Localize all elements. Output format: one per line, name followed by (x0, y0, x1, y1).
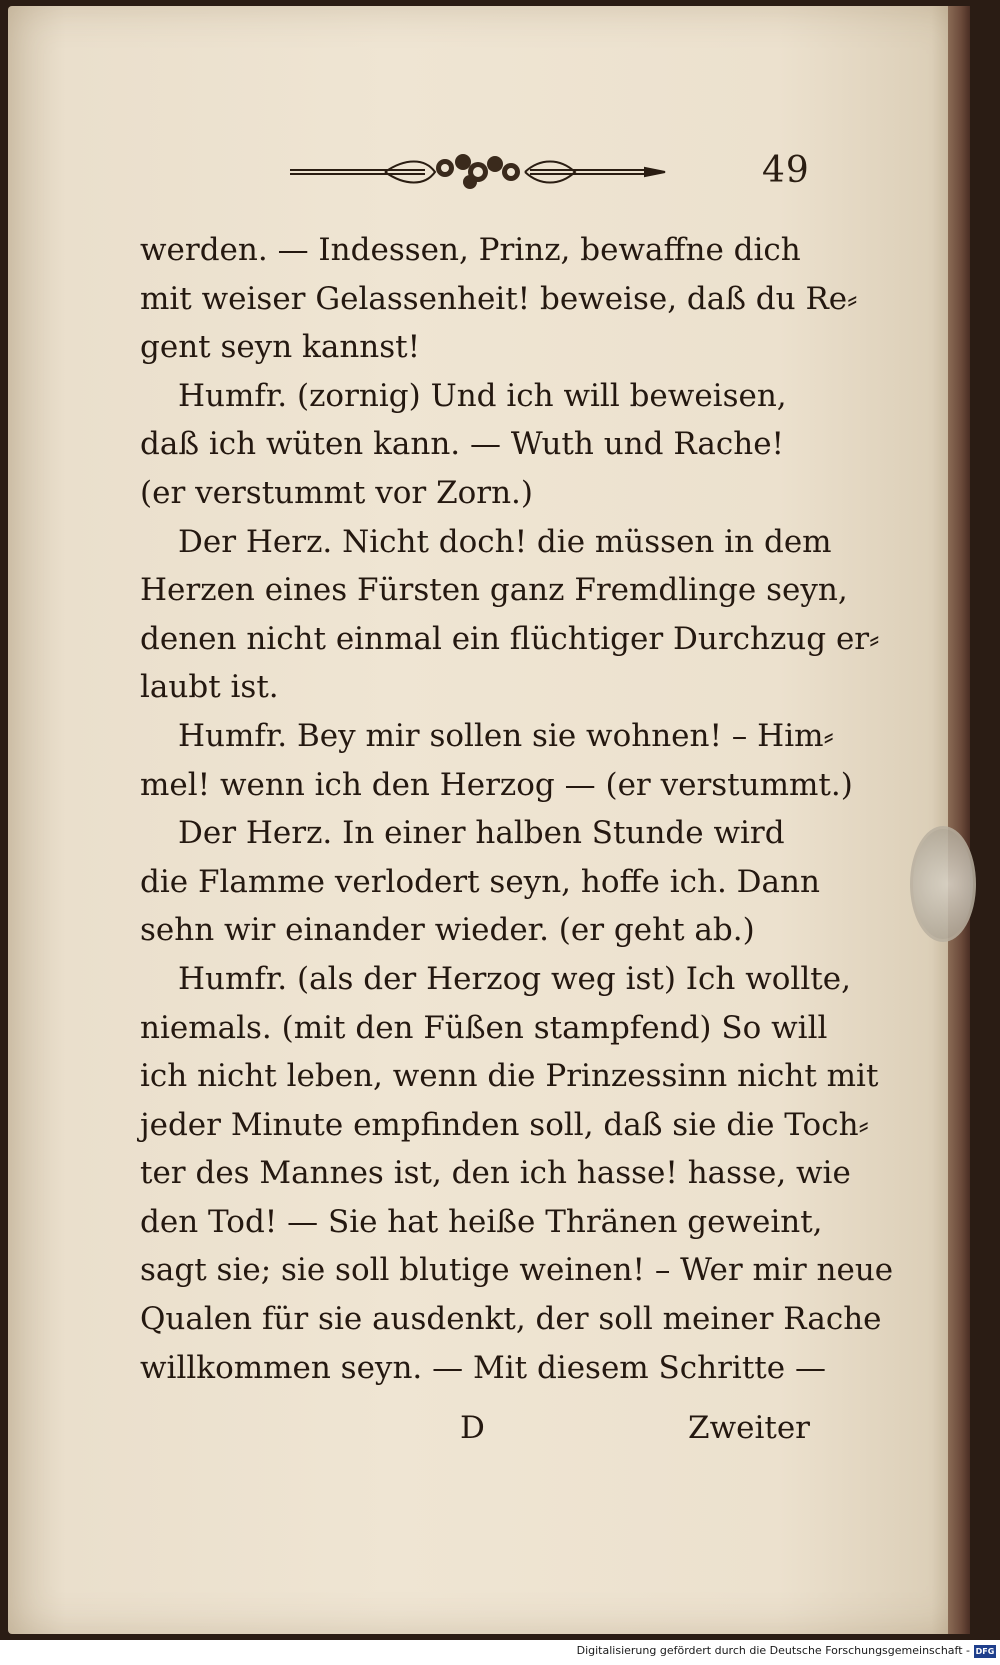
text-line: Qualen für sie ausdenkt, der soll meiner Rache (140, 1301, 882, 1338)
text-line: jeder Minute empfinden soll, daß sie die Toch⸗ (140, 1106, 869, 1143)
text-line: den Tod! — Sie hat heiße Thränen geweint, (140, 1203, 823, 1240)
text-line: Humfr. (zornig) Und ich will beweisen, (178, 377, 787, 414)
text-line: denen nicht einmal ein flüchtiger Durchzug er⸗ (140, 620, 880, 657)
text-line: ich nicht leben, wenn die Prinzessinn nicht mit (140, 1058, 879, 1095)
page-number: 49 (762, 150, 810, 191)
catchword: Zweiter (688, 1410, 810, 1446)
text-line: werden. — Indessen, Prinz, bewaffne dich (140, 232, 801, 268)
text-line: (er verstummt vor Zorn.) (140, 474, 534, 511)
text-line: mel! wenn ich den Herzog — (er verstummt.) (140, 766, 853, 803)
thumb-clip (910, 826, 976, 942)
text-line: Humfr. Bey mir sollen sie wohnen! – Him⸗ (178, 717, 834, 754)
text-line: Der Herz. Nicht doch! die müssen in dem (178, 523, 832, 560)
text-line: gent seyn kannst! (140, 329, 421, 366)
text-line: mit weiser Gelassenheit! beweise, daß du Re⸗ (140, 280, 858, 317)
text-line: laubt ist. (140, 669, 279, 706)
text-line: die Flamme verlodert seyn, hoffe ich. Dann (140, 863, 820, 900)
signature-mark: D (460, 1410, 485, 1446)
page-footer (140, 1410, 820, 1458)
credit-bar (0, 1640, 1000, 1665)
text-line: Der Herz. In einer halben Stunde wird (178, 815, 785, 852)
text-body (140, 226, 894, 1392)
text-line: sehn wir einander wieder. (er geht ab.) (140, 912, 755, 949)
text-line: Humfr. (als der Herzog weg ist) Ich wollte, (178, 960, 851, 997)
dfg-logo: DFG (975, 1647, 995, 1656)
text-line: niemals. (mit den Füßen stampfend) So will (140, 1009, 828, 1046)
credit-text: Digitalisierung gefördert durch die Deutsche Forschungsgemeinschaft - (576, 1644, 970, 1657)
text-line: ter des Mannes ist, den ich hasse! hasse, wie (140, 1155, 851, 1192)
text-line: willkommen seyn. — Mit diesem Schritte — (140, 1349, 826, 1386)
text-line: daß ich wüten kann. — Wuth und Rache! (140, 426, 785, 463)
page-edge (948, 6, 970, 1634)
ornament-icon (285, 148, 670, 196)
text-line: sagt sie; sie soll blutige weinen! – Wer mir neue (140, 1252, 894, 1289)
text-line: Herzen eines Fürsten ganz Fremdlinge seyn, (140, 572, 848, 609)
